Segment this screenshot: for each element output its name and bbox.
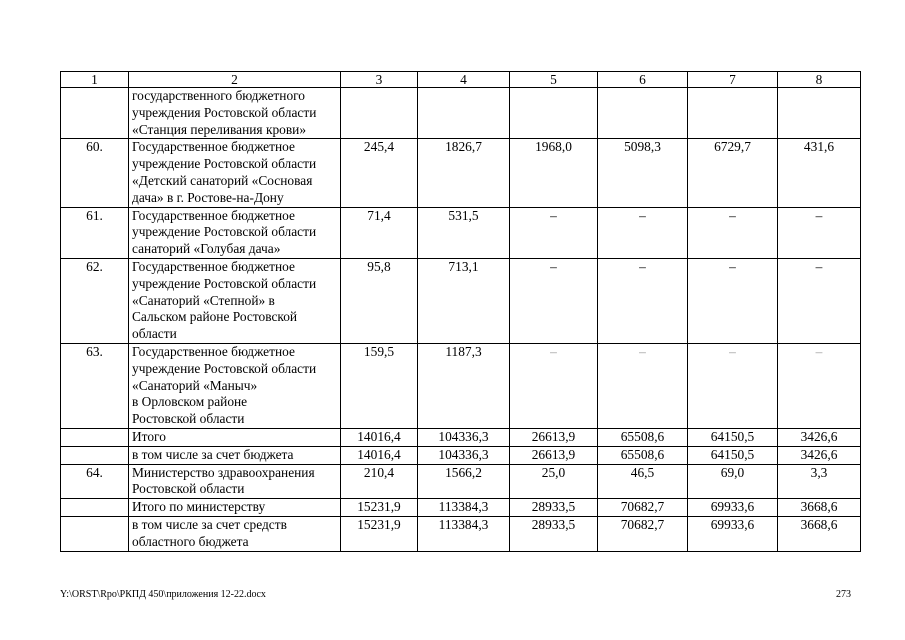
name-line: «Станция переливания крови» [132,121,307,137]
value-cell: 104336,3 [418,428,510,446]
name-line: «Детский санаторий «Сосновая [132,172,313,188]
table-row [61,446,861,464]
row-number [61,428,129,446]
value-cell: 25,0 [510,464,598,499]
institution-name [129,499,341,517]
institution-name [129,258,341,343]
value-cell: 46,5 [598,464,688,499]
value-cell: – [688,258,778,343]
value-cell: 431,6 [778,139,861,207]
value-cell: 15231,9 [341,516,418,551]
value-cell: 5098,3 [598,139,688,207]
name-line: учреждение Ростовской области [132,275,317,291]
value-cell: 104336,3 [418,446,510,464]
institution-name [129,343,341,428]
name-line: учреждение Ростовской области [132,224,317,240]
value-cell [778,88,861,139]
table-row [61,516,861,551]
value-cell: 113384,3 [418,516,510,551]
name-line: Итого [132,428,166,444]
value-cell: 28933,5 [510,499,598,517]
row-number: 60. [61,139,129,207]
value-cell: 26613,9 [510,446,598,464]
institution-name [129,139,341,207]
row-number: 61. [61,207,129,258]
value-cell: 159,5 [341,343,418,428]
name-line: учреждение Ростовской области [132,360,317,376]
value-cell: 69,0 [688,464,778,499]
name-line: учреждение Ростовской области [132,156,317,172]
table-row [61,139,861,207]
value-cell: 713,1 [418,258,510,343]
institution-name [129,207,341,258]
name-line: Государственное бюджетное [132,343,295,359]
value-cell: – [598,343,688,428]
file-path-footer: Y:\ORST\Rpo\РКПД 450\приложения 12-22.docx [60,589,266,600]
name-line: Ростовской области [132,481,245,497]
value-cell: – [688,343,778,428]
value-cell [510,88,598,139]
name-line: Государственное бюджетное [132,258,295,274]
value-cell: 15231,9 [341,499,418,517]
value-cell: 70682,7 [598,499,688,517]
value-cell: 113384,3 [418,499,510,517]
header-cell: 1 [61,72,129,88]
name-line: Ростовской области [132,411,245,427]
name-line: в Орловском районе [132,394,248,410]
header-cell: 6 [598,72,688,88]
table-row [61,207,861,258]
value-cell: 65508,6 [598,446,688,464]
row-number [61,499,129,517]
value-cell: – [510,258,598,343]
data-table [60,71,861,552]
institution-name [129,464,341,499]
value-cell: 71,4 [341,207,418,258]
value-cell: – [778,258,861,343]
page-number: 273 [836,589,851,600]
name-line: в том числе за счет средств [132,516,287,532]
name-line: Сальском районе Ростовской [132,309,298,325]
value-cell: 6729,7 [688,139,778,207]
value-cell: 245,4 [341,139,418,207]
value-cell: 14016,4 [341,428,418,446]
institution-name [129,446,341,464]
row-number [61,88,129,139]
value-cell: – [688,207,778,258]
name-line: Государственное бюджетное [132,139,295,155]
value-cell: 69933,6 [688,516,778,551]
value-cell: 64150,5 [688,428,778,446]
institution-name [129,428,341,446]
table-row [61,258,861,343]
name-line: области [132,326,177,342]
name-line: учреждения Ростовской области [132,104,317,120]
value-cell: 3426,6 [778,446,861,464]
header-cell: 5 [510,72,598,88]
header-cell: 4 [418,72,510,88]
name-line: государственного бюджетного [132,88,306,103]
name-line: санаторий «Голубая дача» [132,241,281,257]
value-cell: – [778,207,861,258]
institution-name [129,88,341,139]
header-cell: 8 [778,72,861,88]
row-number [61,446,129,464]
row-number: 64. [61,464,129,499]
value-cell: – [598,258,688,343]
value-cell: – [778,343,861,428]
header-cell: 3 [341,72,418,88]
value-cell: – [510,343,598,428]
name-line: «Санаторий «Маныч» [132,377,258,393]
value-cell: – [598,207,688,258]
row-number: 63. [61,343,129,428]
value-cell [341,88,418,139]
value-cell: 1566,2 [418,464,510,499]
value-cell: – [510,207,598,258]
value-cell [418,88,510,139]
name-line: в том числе за счет бюджета [132,446,294,462]
name-line: «Санаторий «Степной» в [132,292,275,308]
value-cell: 14016,4 [341,446,418,464]
value-cell: 3668,6 [778,499,861,517]
value-cell: 26613,9 [510,428,598,446]
name-line: Государственное бюджетное [132,207,295,223]
value-cell: 3,3 [778,464,861,499]
row-number: 62. [61,258,129,343]
value-cell: 3426,6 [778,428,861,446]
name-line: областного бюджета [132,533,249,549]
table-row [61,88,861,139]
value-cell: 69933,6 [688,499,778,517]
value-cell: 28933,5 [510,516,598,551]
header-row [61,72,861,88]
value-cell: 531,5 [418,207,510,258]
value-cell [598,88,688,139]
table-row [61,499,861,517]
value-cell: 210,4 [341,464,418,499]
table-row [61,343,861,428]
name-line: дача» в г. Ростове-на-Дону [132,189,284,205]
value-cell: 95,8 [341,258,418,343]
table-row [61,428,861,446]
institution-name [129,516,341,551]
value-cell: 1826,7 [418,139,510,207]
value-cell: 64150,5 [688,446,778,464]
header-cell: 7 [688,72,778,88]
value-cell: 1968,0 [510,139,598,207]
value-cell: 1187,3 [418,343,510,428]
name-line: Итого по министерству [132,499,266,515]
name-line: Министерство здравоохранения [132,464,315,480]
value-cell: 65508,6 [598,428,688,446]
row-number [61,516,129,551]
table-row [61,464,861,499]
value-cell: 3668,6 [778,516,861,551]
value-cell: 70682,7 [598,516,688,551]
header-cell: 2 [129,72,341,88]
value-cell [688,88,778,139]
